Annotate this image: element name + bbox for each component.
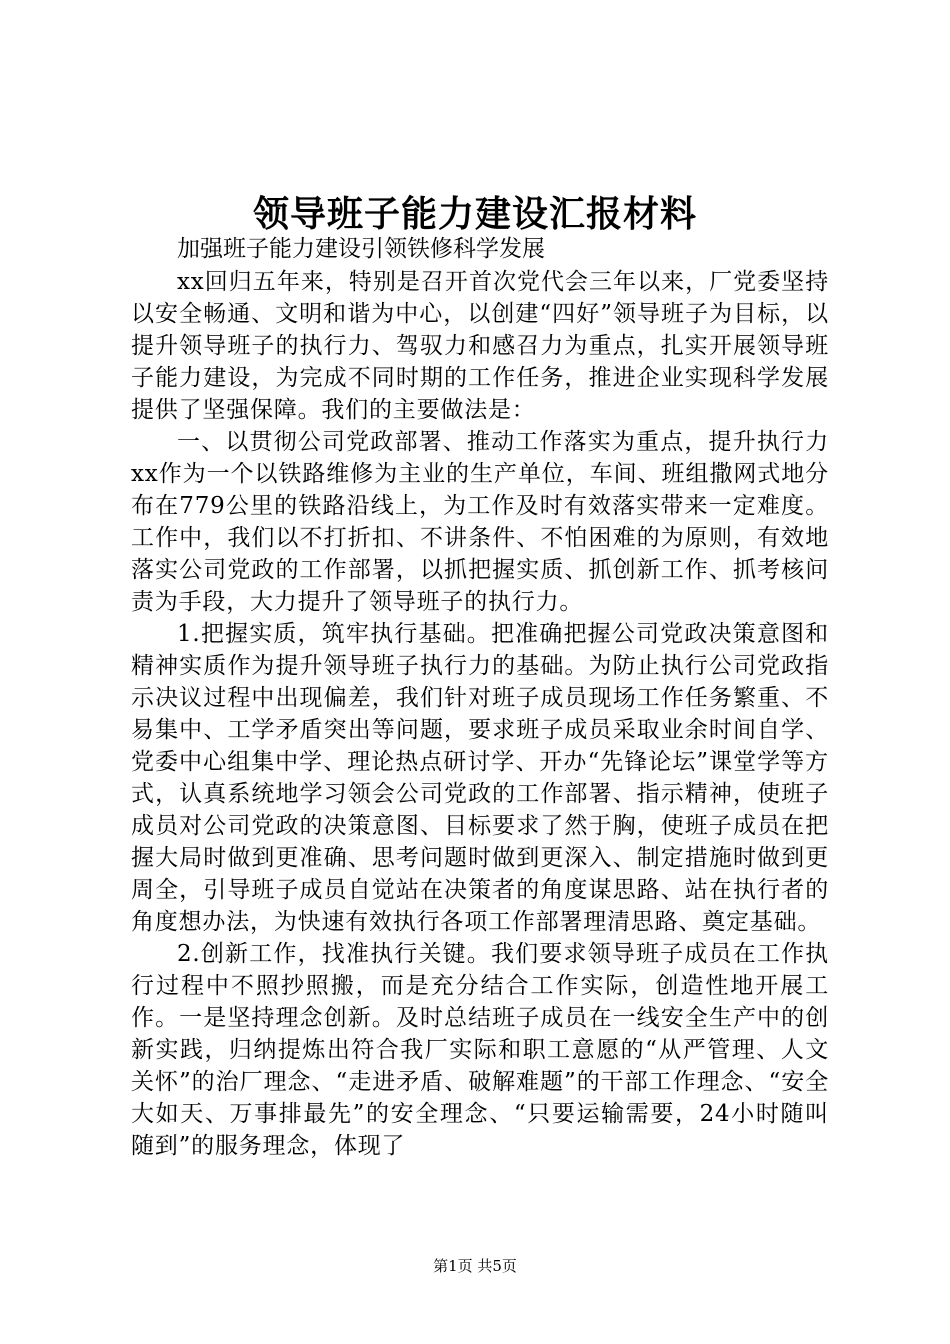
body-paragraph: 一、以贯彻公司党政部署、推动工作落实为重点，提升执行力xx作为一个以铁路维修为主业的生产单位，车间、班组撒网式地分布在779公里的铁路沿线上，为工作及时有效落实带来一定难度。工作中，我们以不打折扣、不讲条件、不怕困难的为原则，有效地落实公司党政的工作部署，以抓把握实质、抓创新工作、抓考核问责为手段，大力提升了领导班子的执行力。 (131, 429, 829, 615)
document-body (131, 232, 829, 1162)
document-subtitle: 加强班子能力建设引领铁修科学发展 (177, 236, 545, 262)
body-paragraph: 2.创新工作，找准执行关键。我们要求领导班子成员在工作执行过程中不照抄照搬，而是充分结合工作实际，创造性地开展工作。一是坚持理念创新。及时总结班子成员在一线安全生产中的创新实践，归纳提炼出符合我厂实际和职工意愿的“从严管理、人文关怀”的治厂理念、“走进矛盾、破解难题”的干部工作理念、“安全大如天、万事排最先”的安全理念、“只要运输需要，24小时随叫随到”的服务理念，体现了 (131, 941, 829, 1159)
page-number-footer: 第1页 共5页 (433, 1257, 517, 1275)
body-paragraph: 1.把握实质，筑牢执行基础。把准确把握公司党政决策意图和精神实质作为提升领导班子执行力的基础。为防止执行公司党政指示决议过程中出现偏差，我们针对班子成员现场工作任务繁重、不易集中、工学矛盾突出等问题，要求班子成员采取业余时间自学、党委中心组集中学、理论热点研讨学、开办“先锋论坛”课堂学等方式，认真系统地学习领会公司党政的工作部署、指示精神，使班子成员对公司党政的决策意图、目标要求了然于胸，使班子成员在把握大局时做到更准确、思考问题时做到更深入、制定措施时做到更周全，引导班子成员自觉站在决策者的角度谋思路、站在执行者的角度想办法，为快速有效执行各项工作部署理清思路、奠定基础。 (131, 621, 829, 935)
document-title: 领导班子能力建设汇报材料 (252, 193, 697, 235)
body-paragraph: xx回归五年来，特别是召开首次党代会三年以来，厂党委坚持以安全畅通、文明和谐为中心，以创建“四好”领导班子为目标，以提升领导班子的执行力、驾驭力和感召力为重点，扎实开展领导班子能力建设，为完成不同时期的工作任务，推进企业实现科学发展提供了坚强保障。我们的主要做法是： (131, 269, 829, 423)
